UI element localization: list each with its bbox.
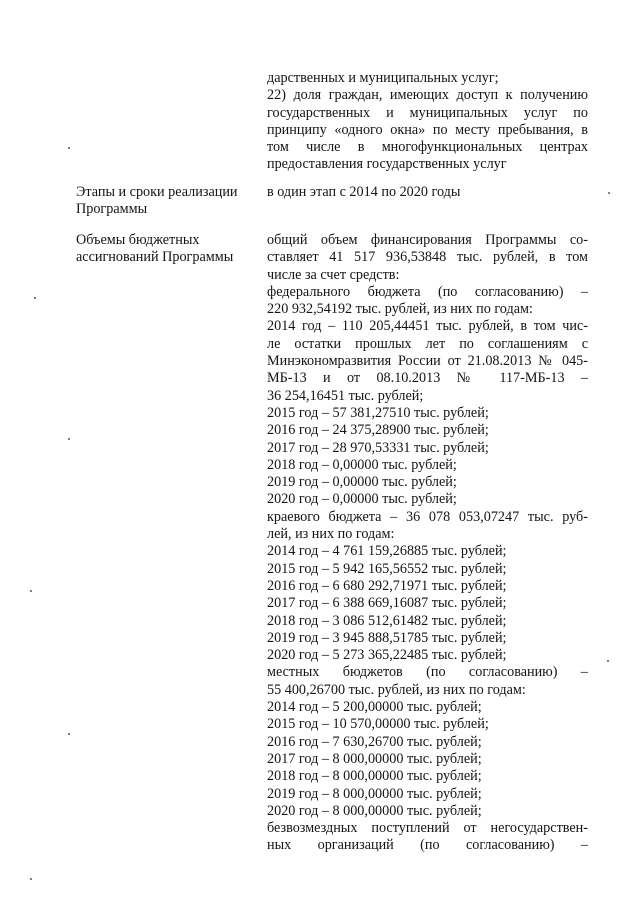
value-line: 2018 год – 3 086 512,61482 тыс. рублей; [267,612,507,629]
value-line: 2016 год – 7 630,26700 тыс. рублей; [267,733,482,750]
value-line: числе за счет средств: [267,266,400,283]
value-line: государственных и муниципальных услуг по [267,104,588,121]
value-line: 2019 год – 8 000,00000 тыс. рублей; [267,785,482,802]
value-line: 2018 год – 8 000,00000 тыс. рублей; [267,768,482,785]
value-line: 2017 год – 28 970,53331 тыс. рублей; [267,439,489,456]
value-line: безвозмездных поступлений от негосударствен- [267,820,588,837]
value-line: федерального бюджета (по согласованию) – [267,283,588,300]
value-line: 2015 год – 10 570,00000 тыс. рублей; [267,716,489,733]
scan-speck [607,660,609,662]
value-line: общий объем финансирования Программы со- [267,232,588,248]
value-line: принципу «одного окна» по месту пребывания, в [267,121,588,138]
value-line: ставляет 41 517 936,53848 тыс. рублей, в том [267,249,588,266]
value-line: 2014 год – 4 761 159,26885 тыс. рублей; [267,543,507,560]
value-line: том числе в многофункциональных центрах [267,139,588,156]
value-line: 22) доля граждан, имеющих доступ к получению [267,87,588,104]
value-line: в один этап с 2014 по 2020 годы [267,184,461,200]
value-line: 2018 год – 0,00000 тыс. рублей; [267,456,457,473]
value-line: 2020 год – 8 000,00000 тыс. рублей; [267,802,482,819]
value-line: 2017 год – 8 000,00000 тыс. рублей; [267,750,482,767]
scan-speck [30,878,32,880]
value-line: 2020 год – 0,00000 тыс. рублей; [267,491,457,508]
value-line: 2015 год – 57 381,27510 тыс. рублей; [267,404,489,421]
value-line: местных бюджетов (по согласованию) – [267,664,588,681]
row-value [267,184,588,201]
value-line: МБ-13 и от 08.10.2013 № 117-МБ-13 – [267,370,588,387]
value-line: 2020 год – 5 273 365,22485 тыс. рублей; [267,647,507,664]
scan-speck [68,147,70,149]
value-line: краевого бюджета – 36 078 053,07247 тыс. руб- [267,508,588,525]
value-line: 220 932,54192 тыс. рублей, из них по годам: [267,301,533,318]
scan-speck [68,438,70,440]
value-line: лей, из них по годам: [267,526,395,543]
value-line: 2016 год – 6 680 292,71971 тыс. рублей; [267,577,507,594]
scan-speck [30,590,32,592]
value-line: 2017 год – 6 388 669,16087 тыс. рублей; [267,595,507,612]
value-line: ных организаций (по согласованию) – [267,837,588,854]
value-line: дарственных и муниципальных услуг; [267,70,499,86]
value-line: 2019 год – 3 945 888,51785 тыс. рублей; [267,629,507,646]
scan-speck [34,297,36,299]
row-value [267,232,588,855]
row-label: Этапы и сроки реализации Программы [76,184,238,218]
value-line: 36 254,16451 тыс. рублей; [267,387,424,404]
value-line: Минэкономразвития России от 21.08.2013 № 045- [267,353,588,370]
row-value [267,70,588,174]
value-line: 55 400,26700 тыс. рублей, из них по годам: [267,681,526,698]
value-line: 2016 год – 24 375,28900 тыс. рублей; [267,422,489,439]
value-line: 2014 год – 110 205,44451 тыс. рублей, в том чис- [267,318,588,335]
scan-speck [608,192,610,194]
value-line: ле остатки прошлых лет по соглашениям с [267,335,588,352]
row-label: Объемы бюджетных ассигнований Программы [76,232,234,266]
value-line: 2019 год – 0,00000 тыс. рублей; [267,474,457,491]
scan-speck [68,733,70,735]
value-line: предоставления государственных услуг [267,156,507,173]
value-line: 2014 год – 5 200,00000 тыс. рублей; [267,699,482,716]
value-line: 2015 год – 5 942 165,56552 тыс. рублей; [267,560,507,577]
